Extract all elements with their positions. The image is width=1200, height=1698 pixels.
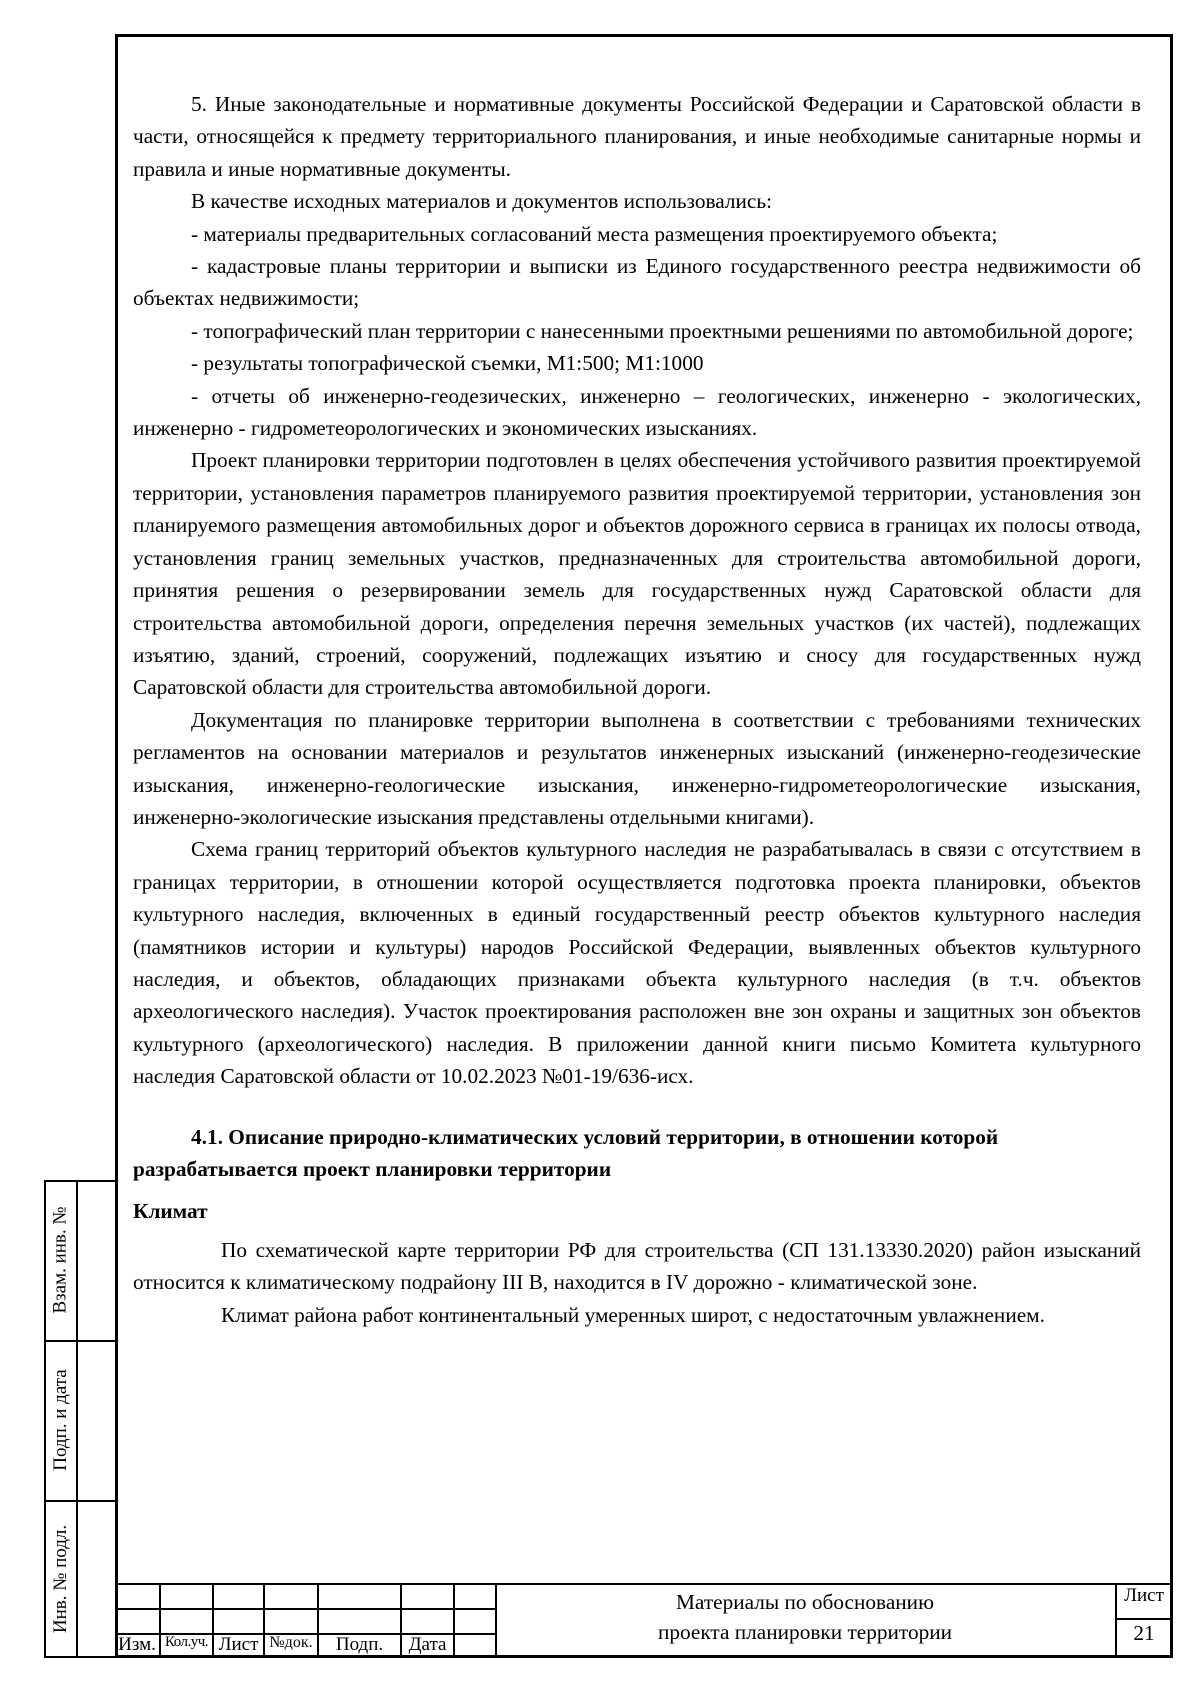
paragraph: Документация по планировке территории выполнена в соответствии с требованиями технических регламентов на основании материалов и результатов инженерных изысканий (инженерно-геодезические изыскания, инженерно-геологические изыскания, инженерно-гидрометеорологические изыскания, инженерно-экологические изыскания представлены отдельными книгами). [133, 707, 1141, 829]
title-block [115, 1583, 1173, 1658]
side-label-signature-date: Подп. и дата [50, 1369, 72, 1471]
side-label-original-inv: Инв. № подл. [50, 1524, 72, 1634]
list-item: - отчеты об инженерно-геодезических, инженерно – геологических, инженерно - экологических, инженерно - гидрометеорологических и экономических изысканиях. [133, 383, 1141, 441]
title-block-title: Материалы по обоснованию проекта планировки территории [657, 1590, 953, 1644]
subheading: Климат [133, 1199, 208, 1224]
column-label-date: Дата [408, 1634, 447, 1655]
section-heading: 4.1. Описание природно-климатических условий территории, в отношении которой разрабатывается проект планировки территории [133, 1124, 999, 1181]
side-label-replace-inv: Взам. инв. № [50, 1206, 72, 1314]
column-label-change: Изм. [118, 1634, 156, 1655]
paragraph: Схема границ территорий объектов культурного наследия не разрабатывалась в связи с отсутствием в границах территории, в отношении которой осуществляется подготовка проекта планировки, объектов культурного наследия, включенных в единый государственный реестр объектов культурного наследия (памятников истории и культуры) народов Российской Федерации, выявленных объектов культурного наследия, и объектов, обладающих признаками объекта культурного наследия (в т.ч. объектов археологического наследия). Участок проектирования расположен вне зон охраны и защитных зон объектов культурного (археологического) наследия. В приложении данной книги письмо Комитета культурного наследия Саратовской области от 10.02.2023 №01-19/636-исх. [133, 837, 1141, 1089]
list-item: - результаты топографической съемки, М1:500; М1:1000 [191, 351, 704, 376]
column-label-signature: Подп. [335, 1634, 384, 1655]
column-label-sheet: Лист [218, 1634, 259, 1655]
list-item: - топографический план территории с нанесенными проектными решениями по автомобильной дороге; [191, 318, 1134, 343]
column-label-count: Кол.уч. [164, 1634, 209, 1650]
column-label-doc-number: №док. [269, 1634, 313, 1651]
list-item: - материалы предварительных согласований места размещения проектируемого объекта; [191, 221, 998, 246]
paragraph: Климат района работ континентальный умеренных широт, с недостаточным увлажнением. [221, 1302, 1045, 1327]
paragraph: По схематической карте территории РФ для строительства (СП 131.13330.2020) район изысканий относится к климатическому подрайону III В, находится в IV дорожно - климатической зоне. [133, 1237, 1141, 1295]
list-item: - кадастровые планы территории и выписки из Единого государственного реестра недвижимости об объектах недвижимости; [133, 254, 1141, 311]
document-body [133, 88, 1141, 1331]
paragraph: В качестве исходных материалов и документов использовались: [191, 189, 773, 214]
paragraph: 5. Иные законодательные и нормативные документы Российской Федерации и Саратовской области в части, относящейся к предмету территориального планирования, и иные необходимые санитарные нормы и правила и иные нормативные документы. [133, 92, 1141, 181]
paragraph: Проект планировки территории подготовлен в целях обеспечения устойчивого развития проектируемой территории, установления параметров планируемого развития проектируемой территории, установления зон планируемого размещения автомобильных дорог и объектов дорожного сервиса в границах их полосы отвода, установления границ земельных участков, предназначенных для строительства автомобильной дороги, принятия решения о резервировании земель для государственных нужд Саратовской области для строительства автомобильной дороги, определения перечня земельных участков (их частей), подлежащих изъятию, зданий, строений, сооружений, подлежащих изъятию и сносу для государственных нужд Саратовской области для строительства автомобильной дороги. [133, 448, 1141, 700]
sheet-number: 21 [1133, 1621, 1155, 1645]
side-stamp [44, 1180, 118, 1658]
sheet-label: Лист [1124, 1585, 1164, 1606]
